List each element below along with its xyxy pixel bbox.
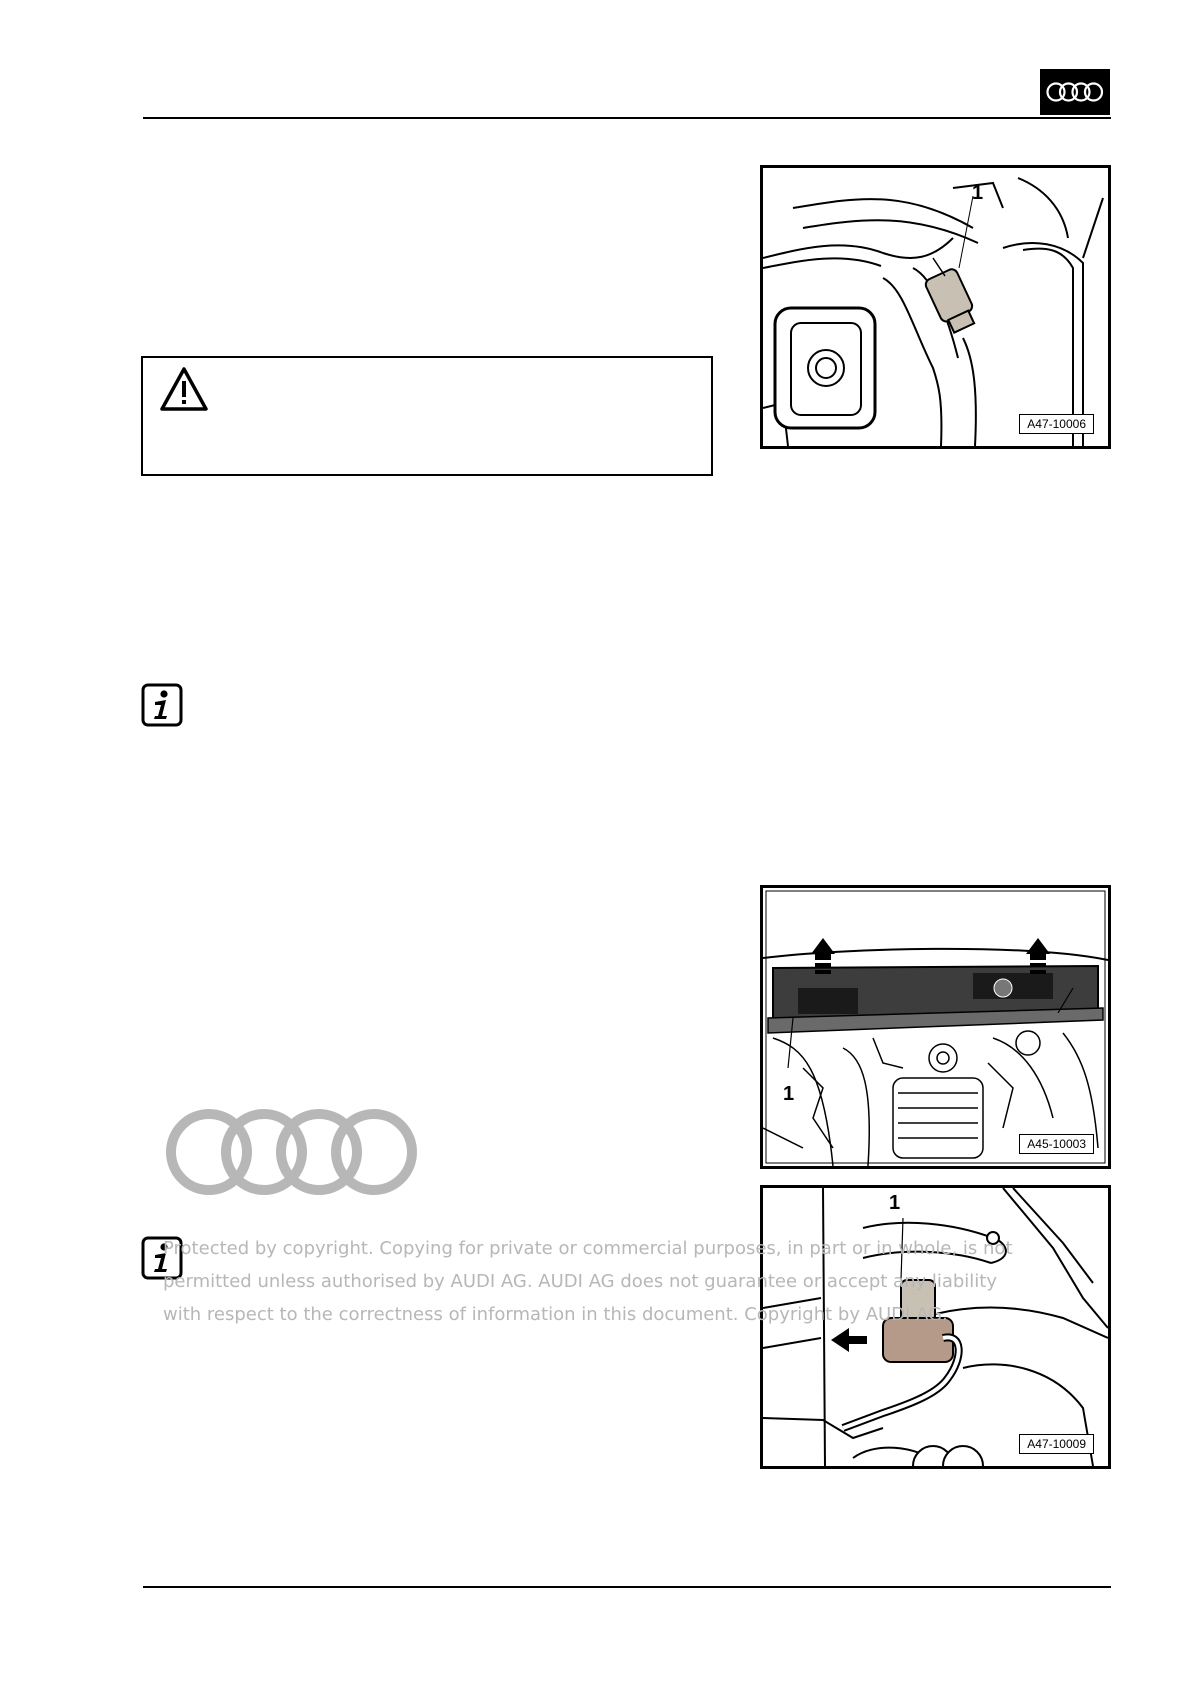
figure-plenum-cover bbox=[760, 885, 1111, 1169]
figure-code: A47-10006 bbox=[1019, 414, 1094, 434]
figure-callout: 1 bbox=[889, 1192, 901, 1214]
figure-code: A47-10009 bbox=[1019, 1434, 1094, 1454]
copyright-watermark bbox=[163, 1232, 1063, 1331]
warning-box bbox=[141, 356, 713, 476]
header-divider bbox=[143, 117, 1111, 119]
watermark-line: Protected by copyright. Copying for private or commercial purposes, in part or in whole, is not bbox=[163, 1238, 1013, 1259]
figure-callout: 1 bbox=[783, 1083, 795, 1105]
figure-code: A45-10003 bbox=[1019, 1134, 1094, 1154]
watermark-line: permitted unless authorised by AUDI AG. AUDI AG does not guarantee or accept any liability bbox=[163, 1271, 998, 1292]
engine-bay-illustration bbox=[763, 888, 1108, 1166]
info-icon bbox=[141, 683, 183, 727]
audi-rings-icon bbox=[1045, 81, 1105, 103]
watermark-line: with respect to the correctness of information in this document. Copyright by AUDI AG. bbox=[163, 1304, 948, 1325]
figure-callout: 1 bbox=[972, 182, 984, 204]
watermark-logo bbox=[163, 1106, 419, 1198]
audi-rings-icon bbox=[163, 1106, 419, 1198]
warning-triangle-icon bbox=[159, 366, 209, 412]
engine-bay-illustration bbox=[763, 168, 1108, 446]
footer-divider bbox=[143, 1586, 1111, 1588]
header-logo bbox=[1040, 69, 1110, 115]
figure-pressure-sender bbox=[760, 165, 1111, 449]
